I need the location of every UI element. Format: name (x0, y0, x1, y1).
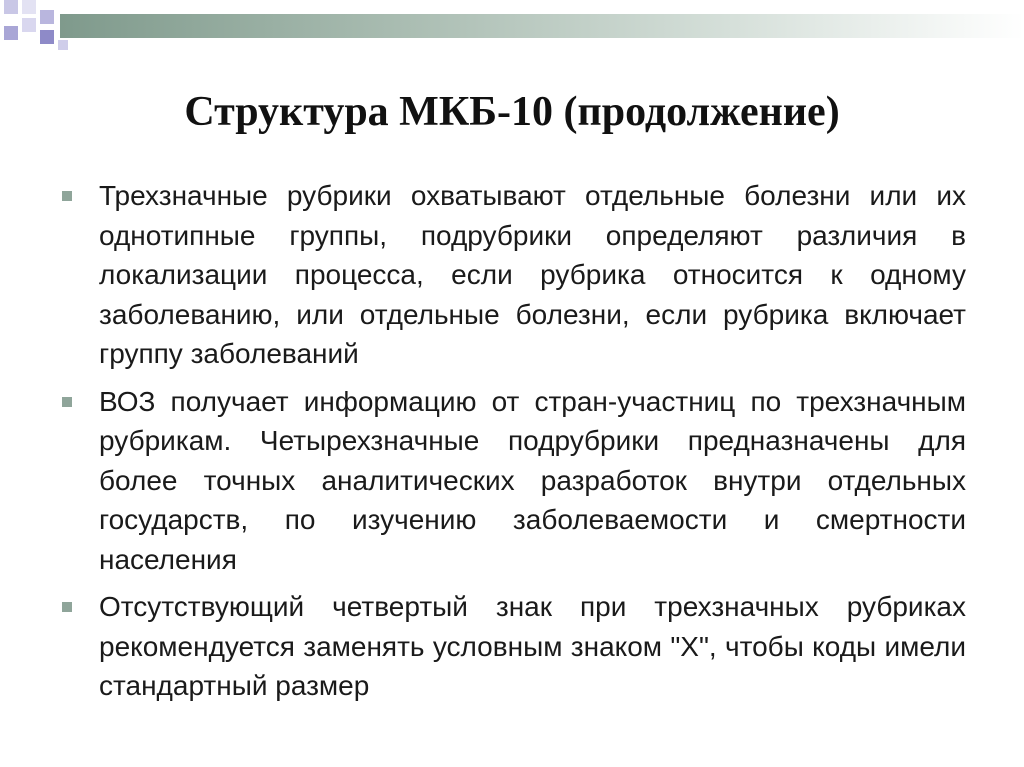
bullet-item (60, 587, 966, 706)
decor-square (4, 0, 18, 14)
decor-square (58, 40, 68, 50)
header-gradient-bar (60, 14, 1024, 38)
decor-square (4, 26, 18, 40)
decor-square (40, 10, 54, 24)
decor-square (22, 0, 36, 14)
square-bullet-icon (62, 191, 72, 201)
decor-square (40, 30, 54, 44)
bullet-text: ВОЗ получает информацию от стран-участниц по трехзначным рубрикам. Четырехзначные подрубрики предназначены для более точных аналитических разработок внутри отдельных государств, по изучению заболеваемости и смертности населения (99, 385, 966, 575)
bullet-text: Отсутствующий четвертый знак при трехзначных рубриках рекомендуется заменять условным знаком "X", чтобы коды имели стандартный размер (99, 591, 966, 701)
header-decoration (0, 0, 1024, 48)
slide-title: Структура МКБ-10 (продолжение) (184, 89, 840, 135)
decor-square (22, 18, 36, 32)
bullet-item (60, 176, 966, 374)
bullet-list (60, 176, 966, 714)
square-bullet-icon (62, 602, 72, 612)
bullet-item (60, 382, 966, 580)
bullet-text: Трехзначные рубрики охватывают отдельные болезни или их однотипные группы, подрубрики определяют различия в локализации процесса, если рубрика относится к одному заболеванию, или отдельные болезни, если рубрика включает группу заболеваний (99, 180, 966, 369)
square-bullet-icon (62, 397, 72, 407)
